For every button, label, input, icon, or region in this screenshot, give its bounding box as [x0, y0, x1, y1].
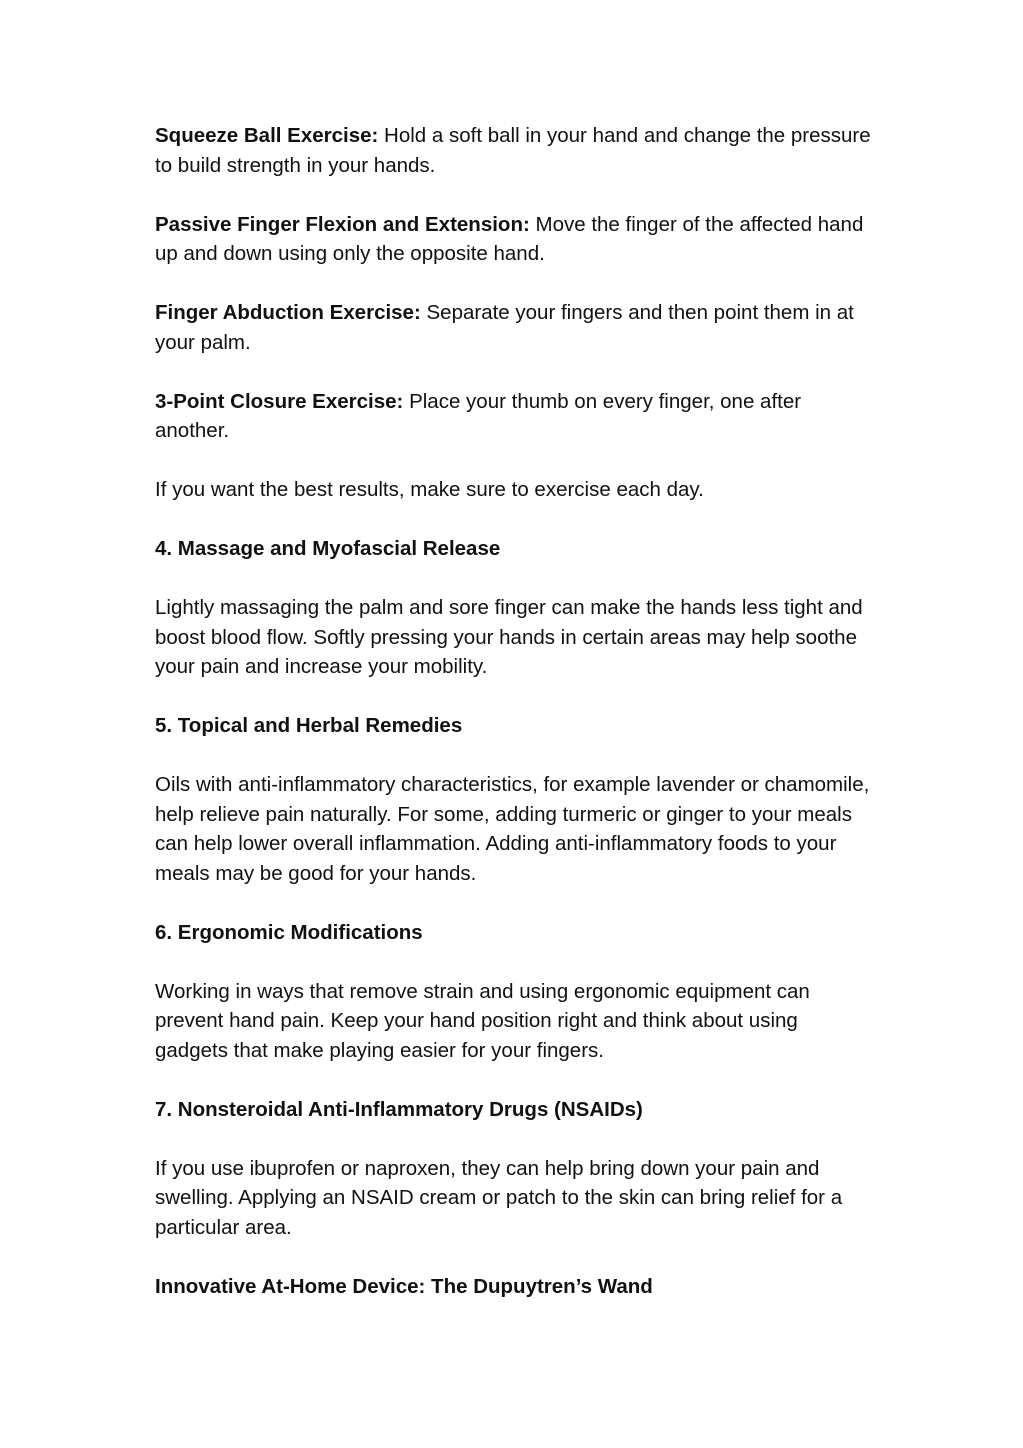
exercise-title: Passive Finger Flexion and Extension:: [155, 212, 530, 236]
heading-text: 5. Topical and Herbal Remedies: [155, 714, 463, 737]
section-heading-topical: [155, 711, 871, 741]
exercise-text: Move the finger of the affected hand up and down using only the opposite hand.: [155, 212, 864, 265]
exercise-title: Finger Abduction Exercise:: [155, 301, 421, 324]
section-body-ergonomic: Working in ways that remove strain and using ergonomic equipment can prevent hand pain. Keep your hand position right and think about using gadgets that make playing easier for your fingers.: [155, 979, 810, 1062]
section-heading-nsaids: [155, 1095, 871, 1125]
exercise-title: 3-Point Closure Exercise:: [155, 389, 404, 413]
final-heading: [155, 1272, 871, 1302]
heading-text: 6. Ergonomic Modifications: [155, 920, 423, 944]
section-heading-massage: [155, 534, 871, 564]
document-page: [155, 121, 871, 1301]
exercise-text: Place your thumb on every finger, one after another.: [155, 389, 802, 442]
section-body-massage: Lightly massaging the palm and sore finger can make the hands less tight and boost blood flow. Softly pressing your hands in certain areas may help soothe your pain and increase your mobility.: [155, 596, 863, 678]
exercise-squeeze-ball: [155, 121, 871, 180]
exercise-passive-flexion: [155, 210, 871, 269]
section-body-nsaids: If you use ibuprofen or naproxen, they can help bring down your pain and swelling. Applying an NSAID cream or patch to the skin can bring relief for a particular area.: [155, 1156, 843, 1239]
section-body-topical: Oils with anti-inflammatory characteristics, for example lavender or chamomile, help relieve pain naturally. For some, adding turmeric or ginger to your meals can help lower overall inflammation. Adding anti-inflammatory foods to your meals may be good for your hands.: [155, 773, 870, 885]
exercise-text: Separate your fingers and then point them in at your palm.: [155, 301, 854, 354]
heading-text: 4. Massage and Myofascial Release: [155, 537, 501, 560]
heading-text: 7. Nonsteroidal Anti-Inflammatory Drugs (NSAIDs): [155, 1097, 643, 1121]
exercise-note: If you want the best results, make sure to exercise each day.: [155, 478, 704, 501]
exercise-finger-abduction: [155, 298, 871, 357]
heading-text: Innovative At-Home Device: The Dupuytren’s Wand: [155, 1274, 653, 1298]
exercise-text: Hold a soft ball in your hand and change the pressure to build strength in your hands.: [155, 124, 871, 177]
exercise-title: Squeeze Ball Exercise:: [155, 124, 379, 147]
section-heading-ergonomic: [155, 918, 871, 948]
exercise-3-point-closure: [155, 387, 871, 446]
